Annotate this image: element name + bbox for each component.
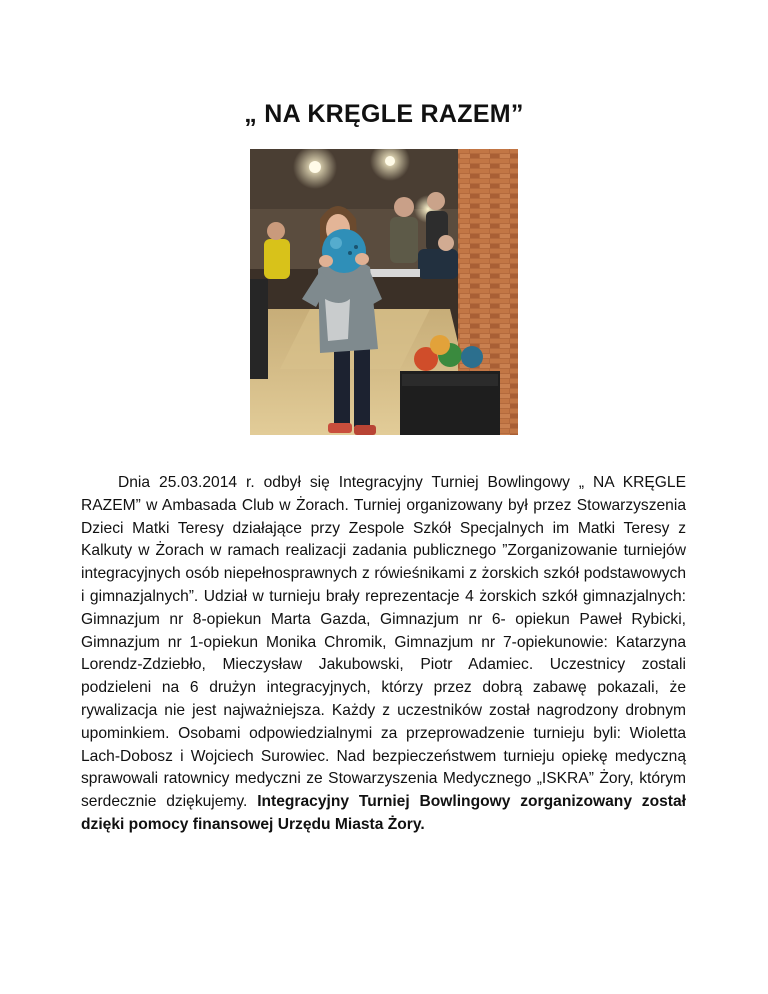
body-paragraph xyxy=(81,472,686,837)
bowling-photo xyxy=(250,149,518,435)
body-paragraph-bold: Integracyjny Turniej Bowlingowy zorganizowany został dzięki pomocy finansowej Urzędu Miasta Żory. xyxy=(81,793,686,833)
document-title: „ NA KRĘGLE RAZEM” xyxy=(244,100,524,128)
body-paragraph-normal: Dnia 25.03.2014 r. odbył się Integracyjny Turniej Bowlingowy „ NA KRĘGLE RAZEM” w Ambasada Club w Żorach. Turniej organizowany był przez Stowarzyszenia Dzieci Matki Teresy działające przy Zespole Szkół Specjalnych im Matki Teresy z Kalkuty w Żorach w ramach realizacji zadania publicznego ”Zorganizowanie turniejów integracyjnych osób niepełnosprawnych z rówieśnikami z żorskich szkół podstawowych i gimnazjalnych”. Udział w turnieju brały reprezentacje 4 żorskich szkół gimnazjalnych: Gimnazjum nr 8-opiekun Marta Gazda, Gimnazjum nr 6- opiekun Paweł Rybicki, Gimnazjum nr 1-opiekun Monika Chromik, Gimnazjum nr 7-opiekunowie: Katarzyna Lorendz-Zdziebło, Mieczysław Jakubowski, Piotr Adamiec. Uczestnicy zostali podzieleni na 6 drużyn integracyjnych, którzy przez dobrą zabawę pokazali, że rywalizacja nie jest najważniejsza. Każdy z uczestników został nagrodzony drobnym upominkiem. Osobami odpowiedzialnymi za przeprowadzenie turnieju byli: Wioletta Lach-Dobosz i Wojciech Surowiec. Nad bezpieczeństwem turnieju opiekę medyczną sprawowali ratownicy medyczni ze Stowarzyszenia Medycznego „ISKRA” Żory, którym serdecznie dziękujemy. xyxy=(81,474,686,811)
bowling-photo-illustration xyxy=(250,149,518,435)
